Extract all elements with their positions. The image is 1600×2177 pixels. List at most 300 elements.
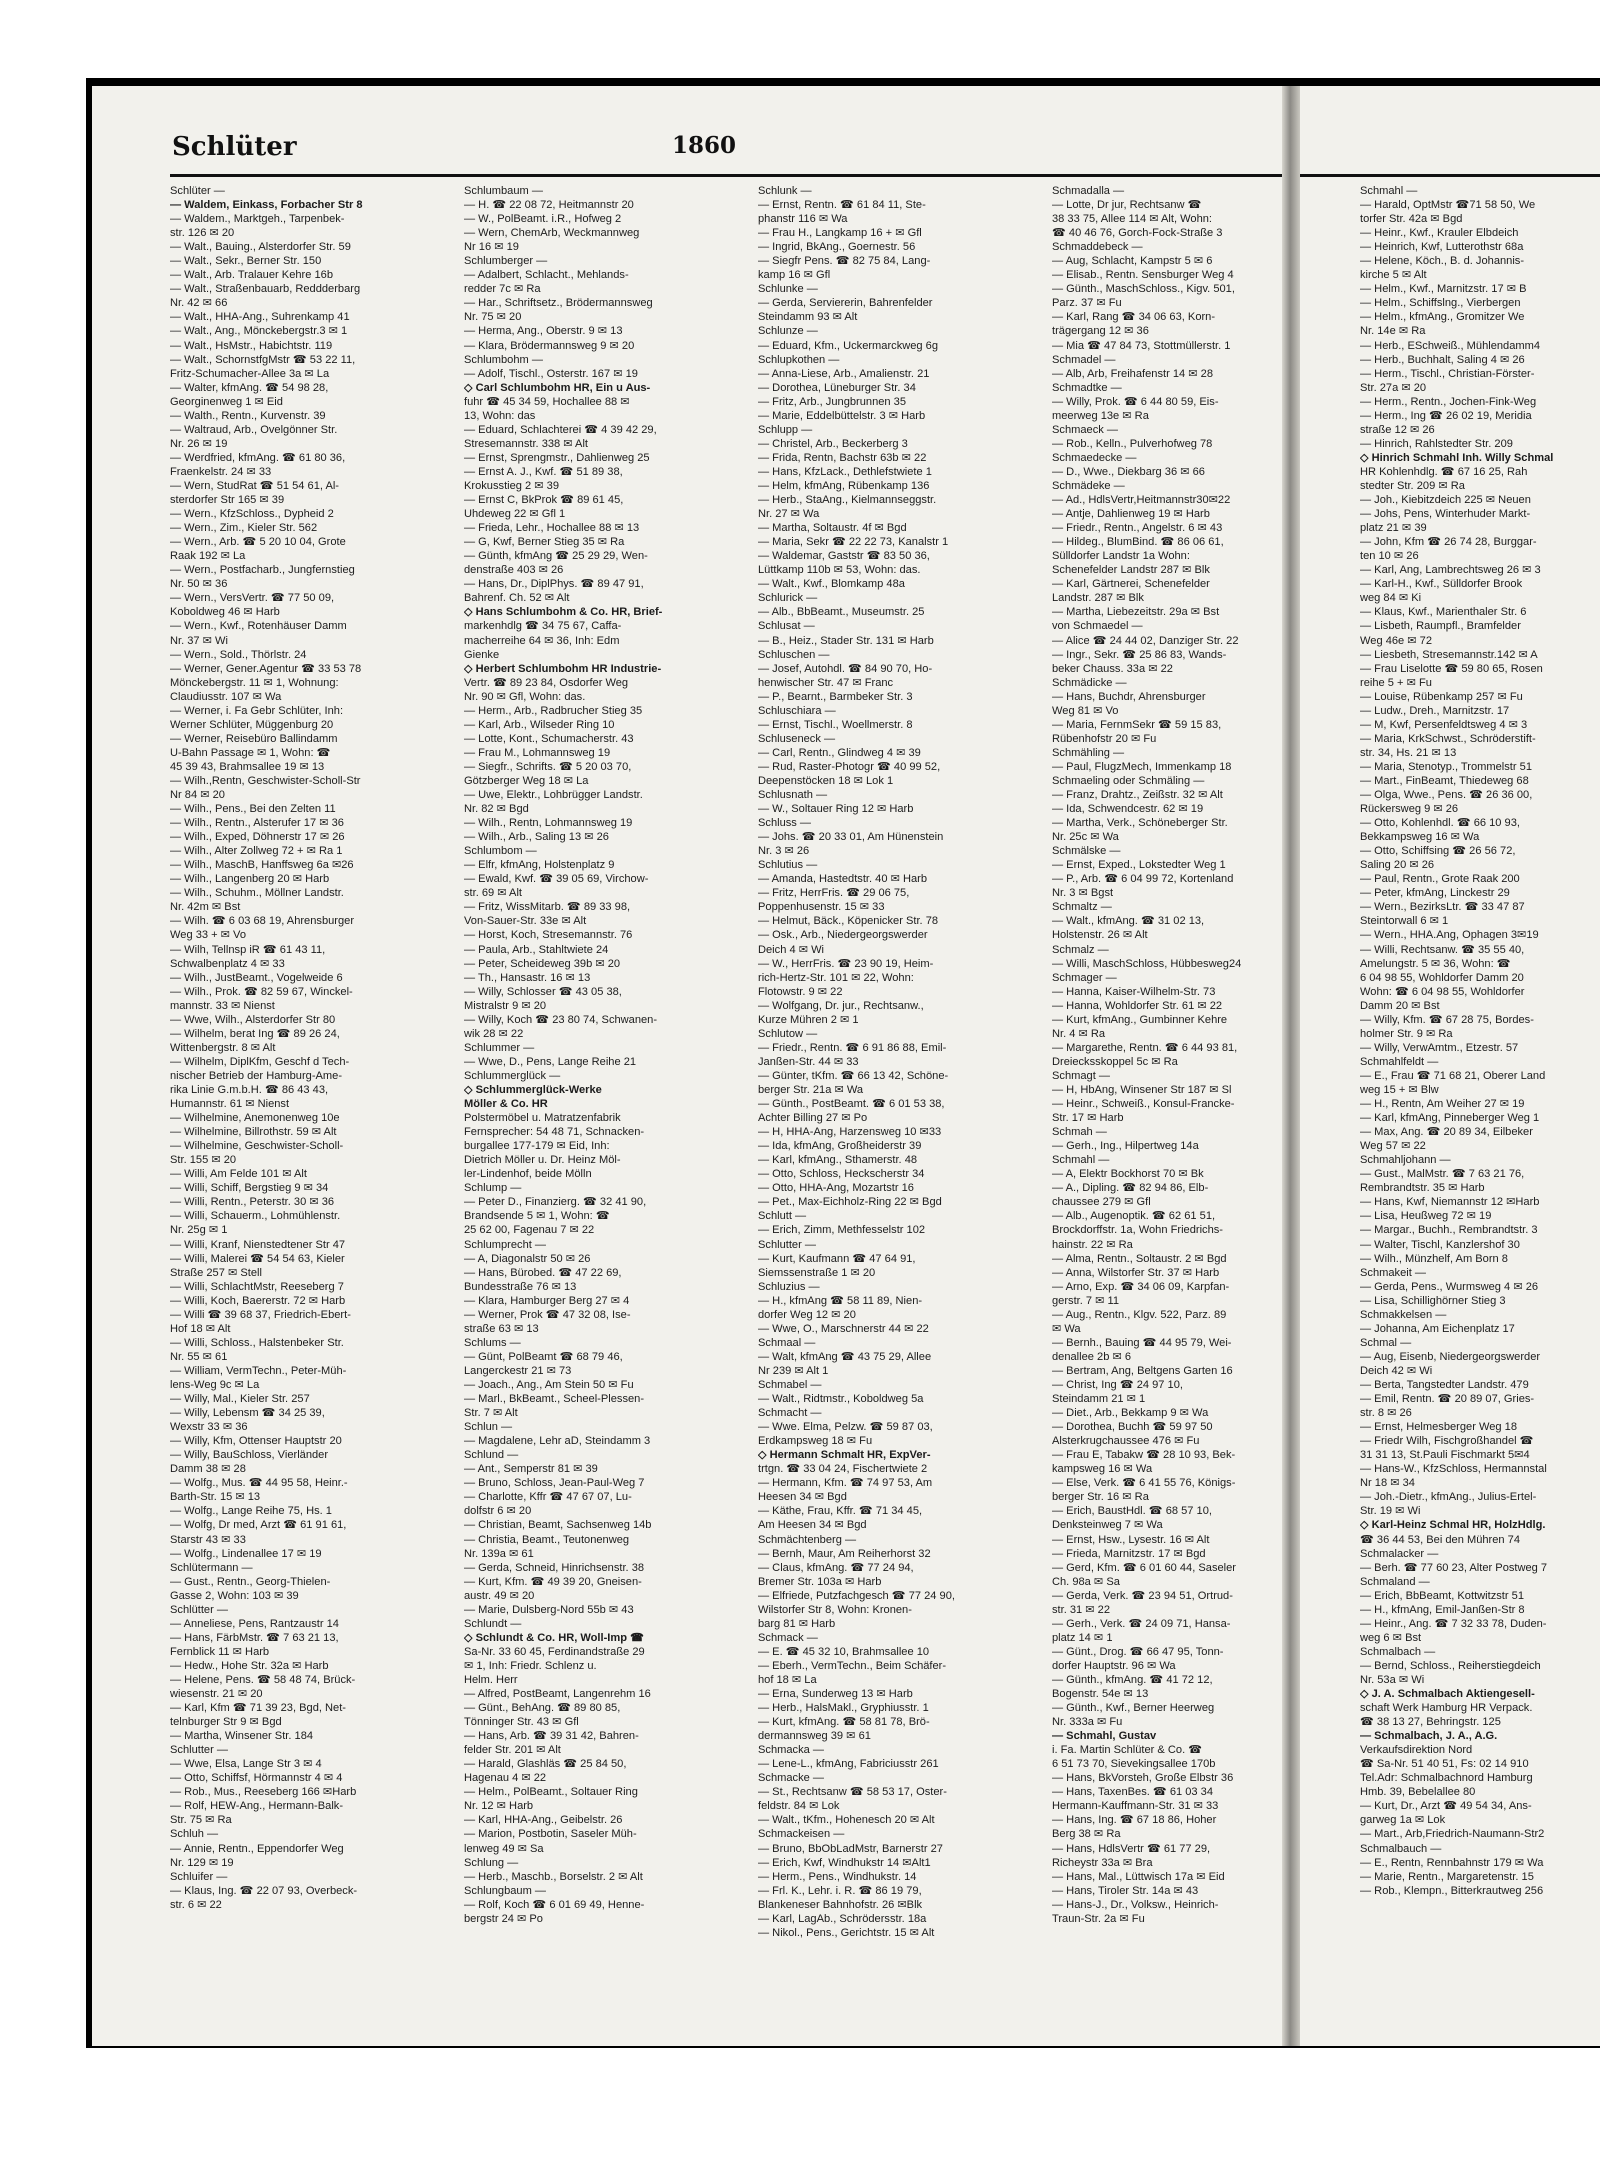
entry-line: ☎ 38 13 27, Behringstr. 125 — [1360, 1716, 1501, 1729]
entry-line: — Erna, Sunderweg 13 ✉ Harb — [758, 1688, 913, 1701]
entry-line: Koboldweg 46 ✉ Harb — [170, 606, 280, 619]
entry-line: — Willy, Prok. ☎ 6 44 80 59, Eis- — [1052, 395, 1219, 408]
entry-line: — Adalbert, Schlacht., Mehlands- — [464, 269, 629, 282]
entry-line: Nr. 333a ✉ Fu — [1052, 1716, 1123, 1729]
entry-line: Holstenstr. 26 ✉ Alt — [1052, 929, 1148, 942]
entry-line: — Martha, Winsener Str. 184 — [170, 1730, 314, 1743]
entry-line: Schlutter — — [758, 1238, 816, 1251]
entry-line: — Gerd, Kfm. ☎ 6 01 60 44, Saseler — [1052, 1561, 1237, 1574]
entry-line: Rübenhofstr 20 ✉ Fu — [1052, 732, 1157, 745]
entry-line: Schmaeck — — [1052, 423, 1118, 436]
entry-line: Schlutter — — [170, 1744, 228, 1757]
entry-line: — Wwe, Wilh., Alsterdorfer Str 80 — [170, 1013, 336, 1026]
entry-line: — Martha, Verk., Schöneberger Str. — [1052, 817, 1228, 830]
entry-line: macherreihe 64 ✉ 36, Inh: Edm — [464, 634, 620, 647]
entry-line: — Aug, Schlacht, Kampstr 5 ✉ 6 — [1052, 255, 1213, 268]
entry-line: — Wilh., JustBeamt., Vogelweide 6 — [170, 971, 343, 984]
entry-line: Fernsprecher: 54 48 71, Schnacken- — [464, 1126, 645, 1139]
entry-line: Damm 20 ✉ Bst — [1360, 999, 1440, 1012]
entry-line: Steindamm 93 ✉ Alt — [758, 311, 858, 324]
entry-line: — Wern, StudRat ☎ 51 54 61, Al- — [170, 479, 340, 492]
entry-line: — Walt., Kwf., Blomkamp 48a — [758, 578, 905, 591]
entry-line: austr. 49 ✉ 20 — [464, 1589, 535, 1602]
entry-line: Nr. 27 ✉ Wa — [758, 508, 820, 521]
entry-line: Schlumprecht — — [464, 1238, 547, 1251]
entry-line: Schlunk — — [758, 185, 812, 197]
entry-line: — Joh.-Dietr., kfmAng., Julius-Ertel- — [1360, 1491, 1537, 1504]
entry-line: — Lisa, Schillighörner Stieg 3 — [1360, 1294, 1506, 1307]
entry-line: Amelungstr. 5 ✉ 36, Wohn: ☎ — [1360, 957, 1511, 970]
entry-line: Lüttkamp 110b ✉ 53, Wohn: das. — [758, 564, 921, 577]
entry-line: Nr. 26 ✉ 19 — [170, 437, 228, 450]
entry-line: Schmadalla — — [1052, 185, 1125, 197]
entry-line: — Alfred, PostBeamt, Langenrehm 16 — [464, 1688, 651, 1701]
entry-line: Schlütter — — [170, 1603, 228, 1616]
entry-line: — Karl, Arb., Wilseder Ring 10 — [464, 718, 615, 731]
entry-line: Barth-Str. 15 ✉ 13 — [170, 1491, 261, 1504]
entry-line: — Walt., HsMstr., Habichtstr. 119 — [170, 339, 333, 352]
entry-line: — Walt., Straßenbauarb, Reddderbarg — [170, 283, 361, 296]
entry-line: — Willi, Rechtsanw. ☎ 35 55 40, — [1360, 943, 1525, 956]
entry-line: Schmah — — [1052, 1126, 1107, 1139]
entry-line: — Hans, BkVorsteh, Große Elbstr 36 — [1052, 1772, 1234, 1785]
entry-line: — Bernd, Schloss., Reiherstiegdeich — [1360, 1659, 1541, 1672]
entry-line: Fraenkelstr. 24 ✉ 33 — [170, 465, 272, 478]
entry-line: Nr 84 ✉ 20 — [170, 789, 225, 802]
entry-line: berger Str. 21a ✉ Wa — [758, 1084, 864, 1096]
entry-line: Schmabel — — [758, 1378, 822, 1391]
entry-line: — Johanna, Am Eichenplatz 17 — [1360, 1322, 1515, 1335]
entry-line: — Walt., Sekr., Berner Str. 150 — [170, 255, 322, 268]
entry-line: — Frida, Rentn, Bachstr 63b ✉ 22 — [758, 451, 927, 464]
entry-line: — Fritz, Arb., Jungbrunnen 35 — [758, 395, 906, 408]
entry-line: — Karl, Kfm ☎ 71 39 23, Bgd, Net- — [170, 1702, 346, 1715]
entry-line: — B., Heiz., Stader Str. 131 ✉ Harb — [758, 634, 934, 647]
entry-line: Nr. 25g ✉ 1 — [170, 1224, 228, 1237]
entry-line: — Wern., HHA.Ang, Ophagen 3✉19 — [1360, 929, 1539, 942]
entry-line: — Otto, HHA-Ang, Mozartstr 16 — [758, 1182, 914, 1195]
entry-line: Straße 257 ✉ Stell — [170, 1266, 262, 1279]
entry-line: — Willi, Schauerm., Lohmühlenstr. — [170, 1210, 341, 1223]
entry-line: lens-Weg 9c ✉ La — [170, 1378, 260, 1391]
entry-line: — Ernst C, BkProk ☎ 89 61 45, — [464, 494, 624, 507]
entry-line: — E., Rentn, Rennbahnstr 179 ✉ Wa — [1360, 1856, 1544, 1869]
entry-line: — John, Kfm ☎ 26 74 28, Burggar- — [1360, 536, 1537, 549]
entry-line: Nr. 4 ✉ Ra — [1052, 1027, 1106, 1040]
entry-line: Damm 38 ✉ 28 — [170, 1463, 246, 1476]
entry-line: — Wilh., Arb., Saling 13 ✉ 26 — [464, 831, 609, 844]
entry-line: — Wilhelmine, Anemonenweg 10e — [170, 1112, 340, 1125]
entry-line: Götzberger Weg 18 ✉ La — [464, 774, 589, 787]
entry-line: — Günt., Drog. ☎ 66 47 95, Tonn- — [1052, 1645, 1224, 1658]
entry-line: Schlung — — [464, 1856, 519, 1869]
entry-line: — Käthe, Frau, Kffr. ☎ 71 34 45, — [758, 1505, 923, 1518]
entry-line: Bahrenf. Ch. 52 ✉ Alt — [464, 592, 570, 605]
entry-line: — Wwe, D., Pens, Lange Reihe 21 — [464, 1055, 637, 1068]
entry-line: Schlüter — — [170, 185, 225, 197]
entry-line: — Mart., Arb,Friedrich-Naumann-Str2 — [1360, 1828, 1545, 1841]
entry-line: — Wern., Zim., Kieler Str. 562 — [170, 522, 318, 535]
entry-line: Saling 20 ✉ 26 — [1360, 859, 1435, 872]
entry-line: 31 31 13, St.Pauli Fischmarkt 5✉4 — [1360, 1449, 1530, 1462]
entry-line: Nr. 50 ✉ 36 — [170, 578, 228, 591]
entry-line: platz 14 ✉ 1 — [1052, 1631, 1113, 1644]
entry-line: — Willy, Kfm. ☎ 67 28 75, Bordes- — [1360, 1013, 1534, 1026]
entry-line: — Willy, Schlosser ☎ 43 05 38, — [464, 985, 622, 998]
entry-line: Schmaland — — [1360, 1575, 1430, 1588]
entry-line: Vertr. ☎ 89 23 84, Osdorfer Weg — [464, 676, 629, 689]
entry-line: — Erich, Kwf, Windhukstr 14 ✉Alt1 — [758, 1856, 931, 1869]
entry-line: barg 81 ✉ Harb — [758, 1617, 836, 1630]
entry-line: — Margarethe, Rentn. ☎ 6 44 93 81, — [1052, 1041, 1238, 1054]
entry-line: Nr. 3 ✉ Bgst — [1052, 887, 1114, 900]
entry-line: — Schmahl, Gustav — [1052, 1730, 1157, 1743]
entry-line: Gasse 2, Wohn: 103 ✉ 39 — [170, 1589, 299, 1602]
entry-line: kampsweg 16 ✉ Wa — [1052, 1463, 1153, 1476]
entry-line: — Heinr., Ang. ☎ 7 32 33 78, Duden- — [1360, 1617, 1547, 1630]
entry-line: lenweg 49 ✉ Sa — [464, 1842, 544, 1855]
entry-line: — Hans, KfzLack., Dethlefstwiete 1 — [758, 465, 932, 478]
entry-line: — Helm, kfmAng, Rübenkamp 136 — [758, 479, 930, 492]
entry-line: Wexstr 33 ✉ 36 — [170, 1421, 248, 1434]
entry-line: meerweg 13e ✉ Ra — [1052, 409, 1149, 422]
entry-line: weg 84 ✉ Ki — [1360, 592, 1422, 605]
entry-line: Schmälske — — [1052, 845, 1121, 858]
entry-line: — Lisbeth, Raumpfl., Bramfelder — [1360, 620, 1521, 633]
entry-line: rika Linie G.m.b.H. ☎ 86 43 43, — [170, 1084, 329, 1096]
entry-line: — Helene, Pens. ☎ 58 48 74, Brück- — [170, 1673, 356, 1686]
entry-line: — Frieda, Lehr., Hochallee 88 ✉ 13 — [464, 522, 640, 535]
entry-line: Raak 192 ✉ La — [170, 550, 246, 563]
entry-line: stedter Str. 209 ✉ Ra — [1360, 479, 1465, 492]
entry-line: — Helm., Schiffslng., Vierbergen — [1360, 297, 1521, 310]
entry-line: str. 126 ✉ 20 — [170, 227, 235, 240]
entry-line: — Maria, Sekr ☎ 22 22 73, Kanalstr 1 — [758, 536, 949, 549]
entry-line: — Walt., tKfm., Hohenesch 20 ✉ Alt — [758, 1814, 935, 1827]
entry-line: — Diet., Arb., Bekkamp 9 ✉ Wa — [1052, 1407, 1209, 1420]
entry-line: str. 6 ✉ 22 — [170, 1898, 222, 1911]
entry-line: — Frau E, Tabakw ☎ 28 10 93, Bek- — [1052, 1449, 1236, 1462]
entry-line: Nr. 90 ✉ Gfl, Wohn: das. — [464, 690, 586, 703]
entry-line: Schmalacker — — [1360, 1547, 1439, 1560]
entry-line: — Wern., Arb. ☎ 5 20 10 04, Grote — [170, 536, 346, 549]
entry-line: Achter Billing 27 ✉ Po — [758, 1112, 868, 1125]
entry-line: — Horst, Koch, Stresemannstr. 76 — [464, 929, 633, 942]
entry-line: Sülldorfer Landstr 1a Wohn: — [1052, 550, 1190, 563]
entry-line: Schluschiara — — [758, 704, 836, 717]
entry-line: — Emil, Rentn. ☎ 20 89 07, Gries- — [1360, 1393, 1535, 1406]
entry-line: Von-Sauer-Str. 33e ✉ Alt — [464, 915, 587, 928]
entry-line: — Wilhelm, berat Ing ☎ 89 26 24, — [170, 1027, 340, 1040]
entry-line: Georginenweg 1 ✉ Eid — [170, 395, 283, 408]
entry-line: Ch. 98a ✉ Sa — [1052, 1575, 1120, 1588]
entry-line: — Wilh., Münzhelf, Am Born 8 — [1360, 1252, 1508, 1265]
entry-line: — Peter, kfmAng, Linckestr 29 — [1360, 887, 1510, 900]
entry-line: — Wilh., Rentn., Alsterufer 17 ✉ 36 — [170, 817, 344, 830]
entry-line: platz 21 ✉ 39 — [1360, 522, 1427, 535]
entry-line: — Hans, Kwf, Niemannstr 12 ✉Harb — [1360, 1196, 1540, 1209]
entry-line: — Willi, Schloss., Halstenbeker Str. — [170, 1336, 344, 1349]
entry-line: Nr. 3 ✉ 26 — [758, 845, 810, 858]
entry-line: — Willi, Kranf, Nienstedtener Str 47 — [170, 1238, 346, 1251]
entry-line: — Carl, Rentn., Glindweg 4 ✉ 39 — [758, 746, 921, 759]
entry-line: — Hans, Bürobed. ☎ 47 22 69, — [464, 1266, 622, 1279]
entry-line: — William, VermTechn., Peter-Müh- — [170, 1364, 347, 1377]
entry-line: — Lisa, Heußweg 72 ✉ 19 — [1360, 1210, 1492, 1223]
entry-line: — Paula, Arb., Stahltwiete 24 — [464, 943, 609, 956]
entry-line: — Anneliese, Pens, Rantzaustr 14 — [170, 1617, 339, 1630]
entry-line: — Wilh., MaschB, Hanffsweg 6a ✉26 — [170, 859, 354, 872]
entry-line: Krokusstieg 2 ✉ 39 — [464, 479, 560, 492]
entry-line: Schlunze — — [758, 325, 818, 338]
entry-line: feldstr. 84 ✉ Lok — [758, 1800, 840, 1813]
entry-line: — Wilh., Exped, Döhnerstr 17 ✉ 26 — [170, 831, 345, 844]
entry-line: Bekkampsweg 16 ✉ Wa — [1360, 831, 1480, 844]
entry-line: Rückersweg 9 ✉ 26 — [1360, 803, 1459, 816]
entry-line: — Christel, Arb., Beckerberg 3 — [758, 437, 908, 450]
entry-line: Schlutt — — [758, 1210, 807, 1223]
entry-line: garweg 1a ✉ Lok — [1360, 1814, 1446, 1827]
entry-line: — Erich, Zimm, Methfesselstr 102 — [758, 1224, 926, 1237]
entry-line: Nr. 25c ✉ Wa — [1052, 831, 1119, 844]
entry-line: — Herm., Pens., Windhukstr. 14 — [758, 1870, 917, 1883]
entry-line: Parz. 37 ✉ Fu — [1052, 297, 1122, 310]
entry-line: — Dorothea, Lüneburger Str. 34 — [758, 381, 916, 394]
entry-line: Schlurick — — [758, 592, 818, 605]
entry-line: Str. 75 ✉ Ra — [170, 1814, 232, 1827]
header-rule — [170, 174, 1336, 177]
entry-line: ✉ Wa — [1052, 1322, 1081, 1335]
entry-line: dolfstr 6 ✉ 20 — [464, 1505, 532, 1518]
entry-line: — Alice ☎ 24 44 02, Danziger Str. 22 — [1052, 634, 1239, 647]
entry-line: Hagenau 4 ✉ 22 — [464, 1772, 547, 1785]
entry-line: ◇ Herbert Schlumbohm HR Industrie- — [464, 662, 662, 675]
entry-line: — Alb, Arb, Freihafenstr 14 ✉ 28 — [1052, 367, 1213, 380]
entry-line: Str. 17 ✉ Harb — [1052, 1112, 1124, 1125]
entry-line: ◇ Hermann Schmalt HR, ExpVer- — [758, 1449, 931, 1462]
entry-line: — Wilhelm, DiplKfm, Geschf d Tech- — [170, 1055, 350, 1068]
entry-line: Mönckebergstr. 11 ✉ 1, Wohnung: — [170, 676, 339, 689]
entry-line: kirche 5 ✉ Alt — [1360, 269, 1427, 282]
entry-line: Bogenstr. 54e ✉ 13 — [1052, 1688, 1149, 1701]
entry-line: hainstr. 22 ✉ Ra — [1052, 1238, 1133, 1251]
entry-line: — Walt., kfmAng. ☎ 31 02 13, — [1052, 915, 1205, 928]
entry-line: Flotowstr. 9 ✉ 22 — [758, 985, 843, 998]
entry-line: — Günth., MaschSchloss., Kigv. 501, — [1052, 283, 1235, 296]
entry-line: — Joach., Ang., Am Stein 50 ✉ Fu — [464, 1378, 634, 1391]
entry-line: — Hedw., Hohe Str. 32a ✉ Harb — [170, 1659, 329, 1672]
entry-line: — Herm., Ing ☎ 26 02 19, Meridia — [1360, 409, 1532, 422]
entry-line: Dietrich Möller u. Dr. Heinz Möl- — [464, 1154, 621, 1167]
entry-line: — A, Elektr Bockhorst 70 ✉ Bk — [1052, 1168, 1204, 1181]
entry-line: — Willi, Koch, Baererstr. 72 ✉ Harb — [170, 1294, 346, 1307]
entry-line: — Elfriede, Putzfachgesch ☎ 77 24 90, — [758, 1589, 955, 1602]
entry-line: — Karl, HHA-Ang., Geibelstr. 26 — [464, 1814, 623, 1827]
entry-line: — Rolf, Koch ☎ 6 01 69 49, Henne- — [464, 1898, 645, 1911]
entry-line: — Herm., Arb., Radbrucher Stieg 35 — [464, 704, 643, 717]
entry-line: — Else, Verk. ☎ 6 41 55 76, Königs- — [1052, 1477, 1236, 1490]
entry-line: — Pet., Max-Eichholz-Ring 22 ✉ Bgd — [758, 1196, 942, 1209]
entry-line: Schmalz — — [1052, 943, 1109, 956]
entry-line: — Waltraud, Arb., Ovelgönner Str. — [170, 423, 338, 436]
entry-line: — Hans, Ing. ☎ 67 18 86, Hoher — [1052, 1814, 1217, 1827]
entry-line: — Willi, SchlachtMstr, Reeseberg 7 — [170, 1280, 344, 1293]
entry-line: — Otto, Schiffsing ☎ 26 56 72, — [1360, 845, 1516, 858]
entry-line: kamp 16 ✉ Gfl — [758, 269, 831, 282]
entry-line: — Paul, Rentn., Grote Raak 200 — [1360, 873, 1520, 886]
entry-line: Schlusat — — [758, 620, 815, 633]
entry-line: — Wolfg, Dr med, Arzt ☎ 61 91 61, — [170, 1519, 347, 1532]
entry-line: Schenefelder Landstr 287 ✉ Blk — [1052, 564, 1210, 577]
entry-line: Polstermöbel u. Matratzenfabrik — [464, 1112, 621, 1125]
entry-line: — Ernst, Exped., Lokstedter Weg 1 — [1052, 859, 1226, 872]
entry-line: — Elfr, kfmAng, Holstenplatz 9 — [464, 859, 615, 872]
entry-line: — Wilh., Rentn, Lohmannsweg 19 — [464, 817, 633, 830]
entry-line: — Hans, Dr., DiplPhys. ☎ 89 47 91, — [464, 578, 644, 591]
entry-line: ☎ 40 46 76, Gorch-Fock-Straße 3 — [1052, 227, 1223, 240]
entry-line: — Karl, Ang, Lambrechtsweg 26 ✉ 3 — [1360, 564, 1541, 577]
entry-line: — G, Kwf, Berner Stieg 35 ✉ Ra — [464, 536, 625, 549]
entry-line: Richeystr 33a ✉ Bra — [1052, 1856, 1153, 1869]
entry-line: Siemssenstraße 1 ✉ 20 — [758, 1266, 876, 1279]
entry-line: — Ernst A. J., Kwf. ☎ 51 89 38, — [464, 465, 623, 478]
entry-line: Wittenbergstr. 8 ✉ Alt — [170, 1041, 276, 1054]
entry-line: — Waldemar, Gaststr ☎ 83 50 36, — [758, 550, 930, 563]
entry-line: — Wilhelmine, Geschwister-Scholl- — [170, 1140, 344, 1153]
entry-line: — Wilh., Langenberg 20 ✉ Harb — [170, 873, 330, 886]
entry-line: Humannstr. 61 ✉ Nienst — [170, 1098, 290, 1111]
entry-line: — W., Soltauer Ring 12 ✉ Harb — [758, 803, 914, 816]
entry-line: — Günth, kfmAng ☎ 25 29 29, Wen- — [464, 550, 648, 563]
entry-line: — Christian, Beamt, Sachsenweg 14b — [464, 1519, 652, 1532]
entry-line: telnburger Str 9 ✉ Bgd — [170, 1716, 282, 1729]
entry-line: — Hans, FärbMstr. ☎ 7 63 21 13, — [170, 1631, 339, 1644]
entry-line: Schlusnath — — [758, 789, 828, 802]
entry-line: — Willi ☎ 39 68 37, Friedrich-Ebert- — [170, 1308, 351, 1321]
entry-line: Schmacke — — [758, 1772, 824, 1785]
entry-line: — E. ☎ 45 32 10, Brahmsallee 10 — [758, 1645, 930, 1658]
entry-line: denstraße 403 ✉ 26 — [464, 564, 564, 577]
entry-line: Berg 38 ✉ Ra — [1052, 1828, 1121, 1841]
entry-line: Schlütermann — — [170, 1561, 253, 1574]
entry-line: — Wilh., Prok. ☎ 82 59 67, Winckel- — [170, 985, 353, 998]
entry-line: — Kurt, Dr., Arzt ☎ 49 54 34, Ans- — [1360, 1800, 1532, 1813]
entry-line: — Herma, Ang., Oberstr. 9 ✉ 13 — [464, 325, 623, 338]
entry-line: — Willy, BauSchloss, Vierländer — [170, 1449, 329, 1462]
entry-line: Schlungbaum — — [464, 1884, 547, 1897]
entry-line: Claudiusstr. 107 ✉ Wa — [170, 690, 282, 703]
entry-line: — Ewald, Kwf. ☎ 39 05 69, Virchow- — [464, 873, 649, 886]
entry-line: Schmackeisen — — [758, 1828, 845, 1841]
entry-line: — Helm., kfmAng., Gromitzer We — [1360, 311, 1525, 324]
entry-line: trtgn. ☎ 33 04 24, Fischertwiete 2 — [758, 1463, 928, 1476]
entry-line: — Bertram, Ang, Beltgens Garten 16 — [1052, 1364, 1233, 1377]
entry-line: — Osk., Arb., Niedergeorgswerder — [758, 929, 928, 942]
entry-line: — Wwe. Elma, Pelzw. ☎ 59 87 03, — [758, 1421, 933, 1434]
entry-line: Schlutius — — [758, 859, 818, 872]
entry-line: Str. 27a ✉ 20 — [1360, 381, 1427, 394]
entry-line: Schluss — — [758, 817, 812, 830]
entry-line: Schlupp — — [758, 423, 813, 436]
entry-line: Poppenhusenstr. 15 ✉ 33 — [758, 901, 885, 914]
column-5 — [1360, 184, 1600, 1898]
entry-line: — Walt., Ang., Mönckebergstr.3 ✉ 1 — [170, 325, 348, 338]
entry-line: — Gerh., Verk. ☎ 24 09 71, Hansa- — [1052, 1617, 1231, 1630]
entry-line: — Karl, kfmAng, Pinneberger Weg 1 — [1360, 1112, 1540, 1125]
entry-line: — Walt., Arb. Tralauer Kehre 16b — [170, 269, 333, 282]
entry-line: weg 15 + ✉ Blw — [1360, 1084, 1439, 1096]
entry-line: — Ernst, Helmesberger Weg 18 — [1360, 1421, 1518, 1434]
entry-line: — Marie, Eddelbüttelstr. 3 ✉ Harb — [758, 409, 926, 422]
entry-line: — Willi, Rentn., Peterstr. 30 ✉ 36 — [170, 1196, 335, 1209]
entry-line: — Willi, Am Felde 101 ✉ Alt — [170, 1168, 307, 1181]
entry-line: — Elisab., Rentn. Sensburger Weg 4 — [1052, 269, 1234, 282]
entry-line: — Wilh., Alter Zollweg 72 + ✉ Ra 1 — [170, 845, 343, 858]
entry-line: — Christ, Ing ☎ 24 97 10, — [1052, 1378, 1183, 1391]
entry-line: — Walter, Tischl, Kanzlershof 30 — [1360, 1238, 1520, 1251]
entry-line: — Willy, Mal., Kieler Str. 257 — [170, 1393, 310, 1406]
entry-line: — Lene-L., kfmAng, Fabriciusstr 261 — [758, 1758, 939, 1771]
entry-line: Schmädeke — — [1052, 479, 1125, 492]
entry-line: ◇ Carl Schlumbohm HR, Ein u Aus- — [464, 381, 651, 394]
entry-line: wiesenstr. 21 ✉ 20 — [170, 1688, 263, 1701]
entry-line: — Liesbeth, Stresemannstr.142 ✉ A — [1360, 648, 1538, 661]
entry-line: — Wern., KfzSchloss., Dypheid 2 — [170, 508, 334, 521]
entry-line: — Antje, Dahlienweg 19 ✉ Harb — [1052, 508, 1210, 521]
entry-line: — Willy, Kfm, Ottenser Hauptstr 20 — [170, 1435, 342, 1448]
entry-line: Schmakeit — — [1360, 1266, 1426, 1279]
entry-line: — Hinrich, Rahlstedter Str. 209 — [1360, 437, 1513, 450]
entry-line: Deepenstöcken 18 ✉ Lok 1 — [758, 774, 894, 787]
facing-header-rule — [1300, 174, 1600, 177]
entry-line: HR Kohlenhdlg. ☎ 67 16 25, Rah — [1360, 465, 1528, 478]
entry-line: Schmadtke — — [1052, 381, 1122, 394]
entry-line: — Schmalbach, J. A., A.G. — [1360, 1730, 1498, 1743]
entry-line: Schmaal — — [758, 1336, 816, 1349]
entry-line: — Kurt, kfmAng. ☎ 58 81 78, Brö- — [758, 1716, 930, 1729]
entry-line: — Max, Ang. ☎ 20 89 34, Eilbeker — [1360, 1126, 1533, 1139]
entry-line: Alsterkrugchaussee 476 ✉ Fu — [1052, 1435, 1200, 1448]
entry-line: — H, HbAng, Winsener Str 187 ✉ Sl — [1052, 1084, 1232, 1096]
entry-line: Nr. 42 ✉ 66 — [170, 297, 228, 310]
entry-line: Schmahl — — [1052, 1154, 1110, 1167]
entry-line: — Willy, Koch ☎ 23 80 74, Schwanen- — [464, 1013, 658, 1026]
entry-line: dermannsweg 39 ✉ 61 — [758, 1730, 871, 1743]
entry-line: — Peter D., Finanzierg. ☎ 32 41 90, — [464, 1196, 647, 1209]
entry-line: Hof 18 ✉ Alt — [170, 1322, 231, 1335]
entry-line: — Bernh., Bauing ☎ 44 95 79, Wei- — [1052, 1336, 1232, 1349]
entry-line: — Walt., Bauing., Alsterdorfer Str. 59 — [170, 241, 351, 254]
entry-line: — H, HHA-Ang, Harzensweg 10 ✉33 — [758, 1126, 942, 1139]
entry-line: torfer Str. 42a ✉ Bgd — [1360, 213, 1463, 226]
entry-line: — Walter, kfmAng. ☎ 54 98 28, — [170, 381, 329, 394]
entry-line: — Ernst, Hsw., Lysestr. 16 ✉ Alt — [1052, 1533, 1210, 1546]
entry-line: weg 6 ✉ Bst — [1360, 1631, 1422, 1644]
entry-line: — Klaus, Kwf., Marienthaler Str. 6 — [1360, 606, 1527, 619]
entry-line: Schlumbohm — — [464, 353, 543, 366]
entry-line: Brockdorffstr. 1a, Wohn Friedrichs- — [1052, 1224, 1223, 1237]
entry-line: Schlupkothen — — [758, 353, 840, 366]
entry-line: Schmähling — — [1052, 746, 1125, 759]
entry-line: Nr. 42m ✉ Bst — [170, 901, 241, 914]
entry-line: — Karl, LagAb., Schrödersstr. 18a — [758, 1912, 927, 1925]
entry-line: — Ad., HdlsVertr,Heitmannstr30✉22 — [1052, 494, 1231, 507]
entry-line: ◇ J. A. Schmalbach Aktiengesell- — [1360, 1688, 1535, 1701]
entry-line: 38 33 75, Allee 114 ✉ Alt, Wohn: — [1052, 213, 1212, 226]
entry-line: Schmaeling oder Schmäling — — [1052, 774, 1205, 787]
entry-line: Schluifer — — [170, 1870, 228, 1883]
entry-line: — Hans-W., KfzSchloss, Hermannstal — [1360, 1463, 1547, 1476]
